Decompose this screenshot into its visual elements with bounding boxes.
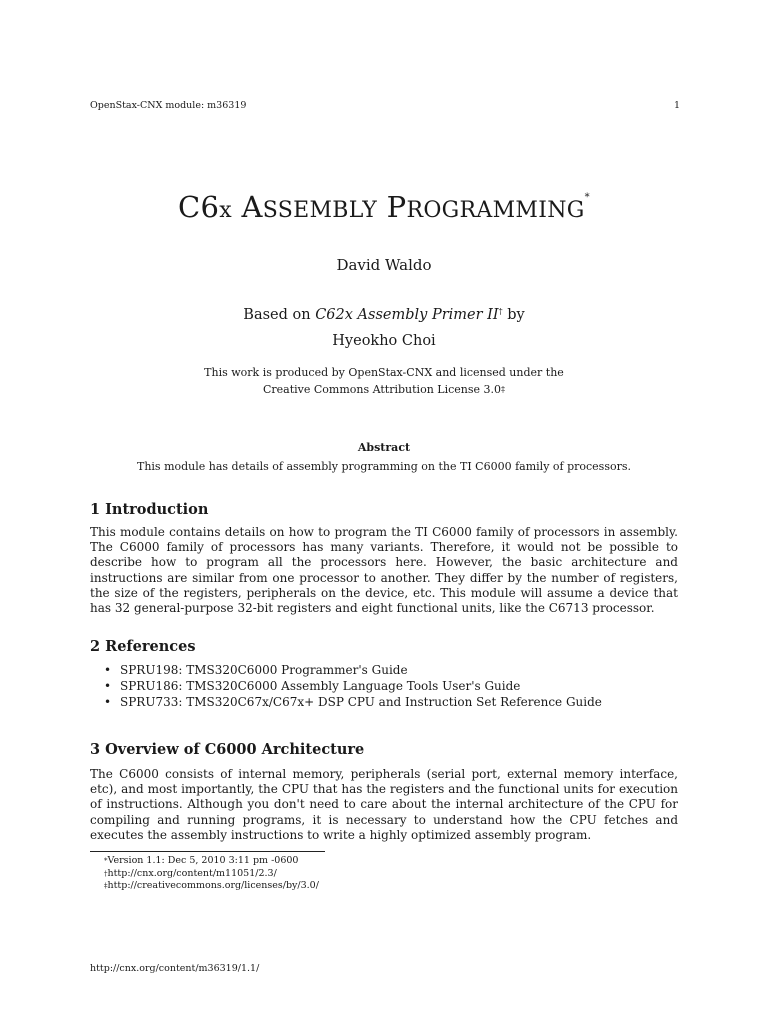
- footnote-divider: [90, 851, 325, 852]
- list-item: • SPRU733: TMS320C67x/C67x+ DSP CPU and Instruction Set Reference Guide: [104, 694, 602, 709]
- list-item: • SPRU198: TMS320C6000 Programmer's Guide: [104, 663, 408, 677]
- abstract-text: This module has details of assembly programming on the TI C6000 family of processors.: [136, 460, 631, 473]
- section-heading-introduction: 1 Introduction: [90, 501, 209, 518]
- bullet-icon: •: [104, 694, 112, 709]
- references-list: [92, 663, 602, 710]
- based-on-line: Based on C62x Assembly Primer II† by: [243, 307, 525, 323]
- footnote-link[interactable]: http://creativecommons.org/licenses/by/3.0/: [107, 880, 319, 891]
- abstract-heading: Abstract: [357, 441, 411, 454]
- section-heading-references: 2 References: [90, 638, 196, 655]
- running-header: OpenStax-CNX module: m36319: [90, 100, 247, 111]
- section-text-introduction: This module contains details on how to program the TI C6000 family of processors in assembly. The C6000 family of processors has many variants. Therefore, it would not be possible to describe how to program all the processors here. However, the basic architecture and instructions are similar from one processor to another. They differ by the number of registers, the size of the registers, peripherals on the device, etc. This module will assume a device that has 32 general-purpose 32-bit registers and eight functional units, like the C6713 processor.: [90, 525, 678, 616]
- original-author: Hyeokho Choi: [332, 333, 436, 349]
- footnote-item: †http://cnx.org/content/m11051/2.3/: [104, 867, 277, 879]
- title-footnote-mark: *: [584, 192, 590, 203]
- bullet-icon: •: [104, 678, 112, 693]
- list-item: • SPRU186: TMS320C6000 Assembly Language Tools User's Guide: [104, 678, 521, 693]
- section-heading-overview: 3 Overview of C6000 Architecture: [90, 741, 365, 758]
- document-title: C6x ASSEMBLY PROGRAMMING*: [178, 190, 590, 224]
- author: David Waldo: [336, 256, 432, 274]
- section-text-overview: The C6000 consists of internal memory, peripherals (serial port, external memory interface, etc), and most importantly, the CPU that has the registers and the functional units for execution of instructions. Although you don't need to care about the internal architecture of the CPU for compiling and running programs, it is necessary to understand how the CPU fetches and executes the assembly instructions to write a highly optimized assembly program.: [90, 767, 678, 842]
- bullet-icon: •: [104, 663, 112, 677]
- footnote-link[interactable]: http://cnx.org/content/m11051/2.3/: [107, 867, 277, 879]
- footnote-item: *Version 1.1: Dec 5, 2010 3:11 pm -0600: [104, 855, 299, 866]
- page-number: 1: [674, 100, 681, 111]
- footnotes: [104, 855, 319, 893]
- page-footer-url[interactable]: http://cnx.org/content/m36319/1.1/: [90, 963, 260, 974]
- source-work-link[interactable]: C62x Assembly Primer II: [315, 307, 499, 323]
- license-link[interactable]: Creative Commons Attribution License 3.0: [262, 383, 501, 396]
- license-notice: This work is produced by OpenStax-CNX and licensed under the Creative Commons Attribution License 3.0‡: [204, 366, 564, 396]
- footnote-item: ‡http://creativecommons.org/licenses/by/3.0/: [104, 880, 319, 891]
